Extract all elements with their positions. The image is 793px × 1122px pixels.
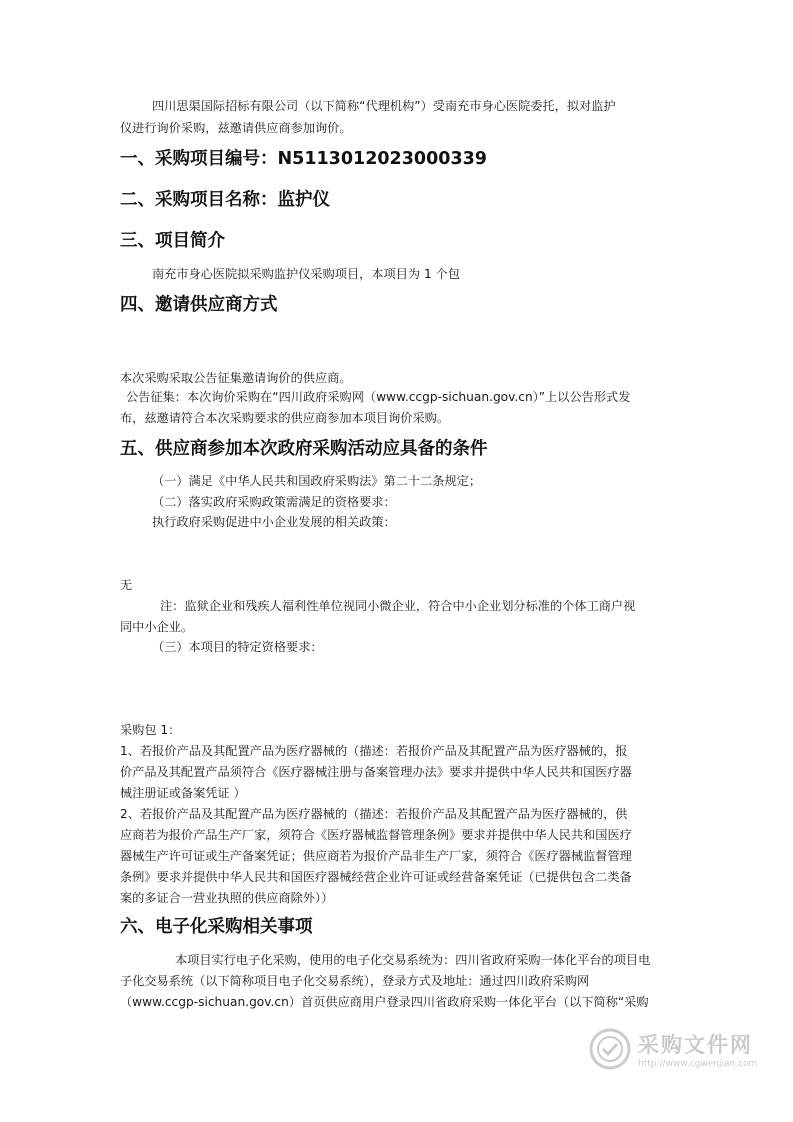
requirement-2-line-4: 条例》要求并提供中华人民共和国医疗器械经营企业许可证或经营备案凭证（已提供包含二类备	[120, 870, 632, 884]
package-label: 采购包 1：	[120, 723, 181, 737]
section-6-line-1: 本项目实行电子化采购，使用的电子化交易系统为：四川省政府采购一体化平台的项目电	[175, 953, 651, 967]
section-5-item-2: （二）落实政府采购政策需满足的资格要求：	[152, 495, 396, 509]
requirement-2-line-1: 2、若报价产品及其配置产品为医疗器械的（描述：若报价产品及其配置产品为医疗器械的，供	[120, 807, 628, 821]
section-5-item-1: （一）满足《中华人民共和国政府采购法》第二十二条规定；	[152, 474, 482, 488]
medal-logo-icon	[588, 1027, 632, 1071]
requirement-2-line-5: 案的多证合一营业执照的供应商除外））	[120, 891, 334, 905]
section-6-heading: 六、电子化采购相关事项	[120, 917, 313, 937]
section-4-line-1: 本次采购采取公告征集邀请询价的供应商。	[120, 371, 352, 385]
watermark	[588, 1027, 758, 1075]
requirement-2-line-2: 应商若为报价产品生产厂家，须符合《医疗器械监督管理条例》要求并提供中华人民共和国医疗	[120, 828, 632, 842]
intro-line-2: 仪进行询价采购，兹邀请供应商参加询价。	[120, 121, 352, 135]
requirement-1-line-2: 价产品及其配置产品须符合《医疗器械注册与备案管理办法》要求并提供中华人民共和国医疗器	[120, 765, 632, 779]
section-5-heading: 五、供应商参加本次政府采购活动应具备的条件	[120, 439, 488, 459]
section-5-note-line-1: 注：监狱企业和残疾人福利性单位视同小微企业，符合中小企业划分标准的个体工商户视	[160, 599, 636, 613]
section-4-heading: 四、邀请供应商方式	[120, 295, 278, 315]
watermark-title: 采购文件网	[638, 1033, 753, 1057]
requirement-2-line-3: 器械生产许可证或生产备案凭证；供应商若为报价产品非生产厂家，须符合《医疗器械监督管理	[120, 849, 632, 863]
intro-line-1: 四川思渠国际招标有限公司（以下简称“代理机构”）受南充市身心医院委托，拟对监护	[152, 99, 616, 113]
section-5-item-3: （三）本项目的特定资格要求：	[152, 640, 323, 654]
section-1-heading: 一、采购项目编号：N5113012023000339	[120, 149, 487, 169]
watermark-url: http://www.cgwenjian.com	[638, 1059, 758, 1069]
requirement-1-line-1: 1、若报价产品及其配置产品为医疗器械的（描述：若报价产品及其配置产品为医疗器械的，报	[120, 744, 628, 758]
section-6-line-3: （www.ccgp-sichuan.gov.cn）首页供应商用户登录四川省政府采购一体化平台（以下简称“采购	[120, 995, 649, 1009]
section-3-heading: 三、项目简介	[120, 231, 225, 251]
section-4-line-3: 布，兹邀请符合本次采购要求的供应商参加本项目询价采购。	[120, 411, 450, 425]
section-5-note-line-2: 同中小企业。	[120, 620, 194, 634]
section-2-heading: 二、采购项目名称：监护仪	[120, 190, 330, 210]
section-4-line-2: 公告征集：本次询价采购在“四川政府采购网（www.ccgp-sichuan.gov.cn）”上以公告形式发	[126, 390, 631, 404]
section-5-policy: 执行政府采购促进中小企业发展的相关政策：	[152, 515, 396, 529]
requirement-1-line-3: 械注册证或备案凭证 ）	[120, 786, 246, 800]
section-5-none: 无	[120, 578, 133, 592]
section-3-body: 南充市身心医院拟采购监护仪采购项目，本项目为 1 个包	[152, 267, 461, 281]
section-6-line-2: 子化交易系统（以下简称项目电子化交易系统），登录方式及地址：通过四川政府采购网	[120, 974, 590, 988]
